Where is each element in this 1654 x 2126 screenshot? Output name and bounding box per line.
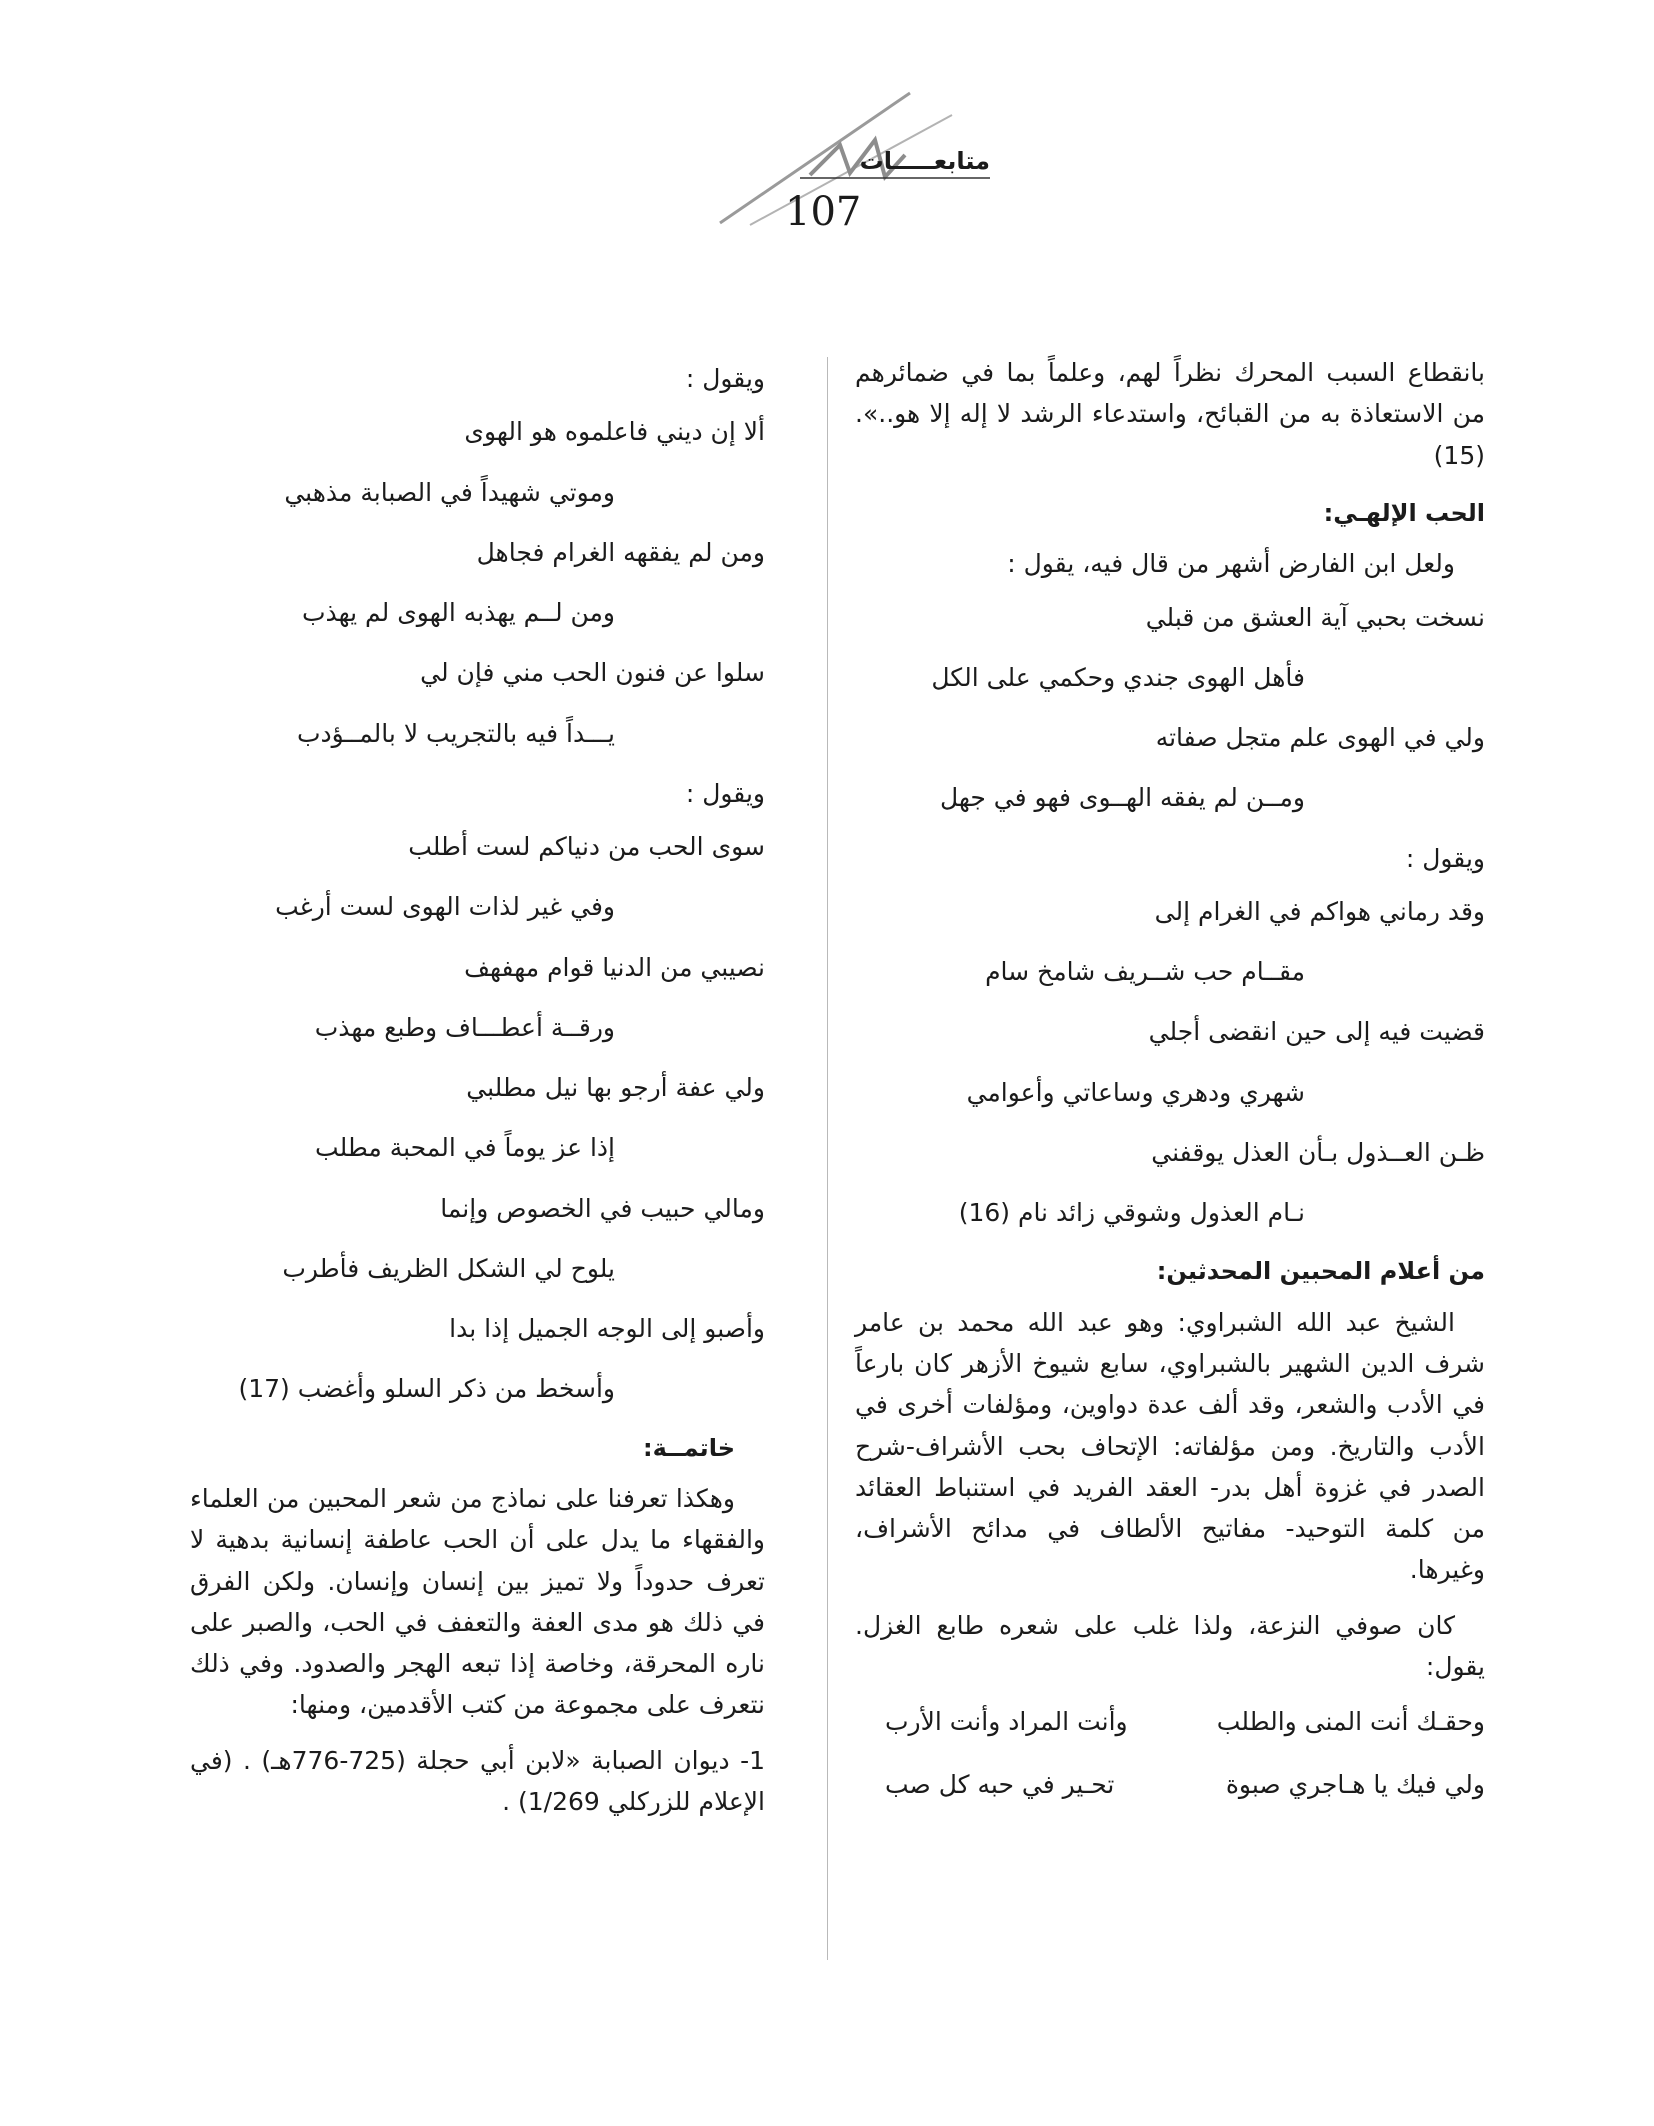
verse-line: نـام العذول وشوقي زائد نام (16) bbox=[958, 1198, 1305, 1228]
page-number: 107 bbox=[785, 189, 862, 235]
verse-line: ورقــة أعطـــاف وطبع مهذب bbox=[314, 1012, 615, 1042]
column-divider bbox=[827, 357, 828, 1960]
verse-line: ولي عفة أرجو بها نيل مطلبي bbox=[466, 1073, 765, 1102]
paragraph: بانقطاع السبب المحرك نظراً لهم، وعلماً بما في ضمائرهم من الاستعاذة به من القبائح، واستدعاء الرشد لا إله إلا هو..». (15) bbox=[855, 358, 1485, 470]
paragraph: ويقول : bbox=[685, 778, 765, 808]
verse-line: سوى الحب من دنياكم لست أطلب bbox=[408, 832, 765, 861]
hemistich-first: وحقـك أنت المنى والطلب bbox=[1216, 1707, 1485, 1737]
hemistich-second: تحـير في حبه كل صب bbox=[885, 1770, 1115, 1800]
verse-line: يلوح لي الشكل الظريف فأطرب bbox=[282, 1253, 615, 1283]
verse-line: ومــن لم يفقه الهــوى فهو في جهل bbox=[939, 783, 1305, 813]
section-title: متابعـــــات bbox=[859, 147, 990, 175]
hemistich-first: ولي فيك يا هـاجري صبوة bbox=[1225, 1770, 1485, 1800]
verse-line: سلوا عن فنون الحب مني فإن لي bbox=[420, 658, 765, 688]
verse-line: ألا إن ديني فاعلموه هو الهوى bbox=[464, 417, 765, 447]
paragraph: 1- ديوان الصبابة «لابن أبي حجلة (725-776هـ) . (في الإعلام للزركلي 1/269) . bbox=[190, 1745, 765, 1816]
verse-line: نسخت بحبي آية العشق من قبلي bbox=[1145, 602, 1485, 632]
right-column bbox=[855, 352, 1485, 1828]
verse-line: ومالي حبيب في الخصوص وإنما bbox=[440, 1193, 765, 1223]
paragraph: ويقول : bbox=[1405, 843, 1485, 873]
verse-line: وأصبو إلى الوجه الجميل إذا بدا bbox=[449, 1314, 765, 1343]
section-heading: الحب الإلهـي: bbox=[1323, 498, 1485, 527]
verse-line: فأهل الهوى جندي وحكمي على الكل bbox=[931, 662, 1305, 692]
verse-line: ومن لــم يهذبه الهوى لم يهذب bbox=[301, 598, 615, 627]
paragraph: ويقول : bbox=[685, 364, 765, 393]
paragraph: وهكذا تعرفنا على نماذج من شعر المحبين من العلماء والفقهاء ما يدل على أن الحب عاطفة إنسانية بدهية لا تعرف حدوداً ولا تميز بين إنسان وإنسان. ولكن الفرق في ذلك هو مدى العفة والتعفف في الحب، والصبر على ناره المحرقة، وخاصة إذا تبعه الهجر والصدود. وفي ذلك نتعرف على مجموعة من كتب الأقدمين، ومنها: bbox=[190, 1484, 765, 1720]
verse-line: ولي في الهوى علم متجل صفاته bbox=[1155, 723, 1485, 753]
couplet bbox=[855, 1764, 1485, 1805]
paragraph: الشيخ عبد الله الشبراوي: وهو عبد الله محمد بن عامر شرف الدين الشهير بالشبراوي، سابع شيوخ الأزهر كان بارعاً في الأدب والشعر، وقد ألف عدة دواوين، ومؤلفات أخرى في الأدب والتاريخ. ومن مؤلفاته: الإتحاف بحب الأشراف-شرح الصدر في غزوة أهل بدر- العقد الفريد في استنباط العقائد من كلمة التوحيد- مفاتيح الألطاف في مدائح الأشراف، وغيرها. bbox=[855, 1307, 1485, 1585]
verse-line: وموتي شهيداً في الصبابة مذهبي bbox=[284, 477, 615, 507]
hemistich-second: وأنت المراد وأنت الأرب bbox=[885, 1707, 1128, 1737]
section-heading: من أعلام المحبين المحدثين: bbox=[1156, 1257, 1485, 1286]
section-heading: خاتمــة: bbox=[643, 1433, 735, 1462]
verse-line: وأسخط من ذكر السلو وأغضب (17) bbox=[238, 1374, 615, 1404]
paragraph: كان صوفي النزعة، ولذا غلب على شعره طابع الغزل. يقول: bbox=[855, 1610, 1485, 1681]
page-header bbox=[690, 85, 990, 235]
verse-line: وفي غير لذات الهوى لست أرغب bbox=[275, 892, 615, 922]
verse-line: مقــام حب شــريف شامخ سام bbox=[985, 957, 1305, 987]
verse-line: إذا عز يوماً في المحبة مطلب bbox=[315, 1133, 615, 1163]
verse-line: يـــداً فيه بالتجريب لا بالمــؤدب bbox=[297, 718, 615, 748]
verse-line: نصيبي من الدنيا قوام مهفهف bbox=[464, 952, 765, 982]
verse-line: وقد رماني هواكم في الغرام إلى bbox=[1154, 896, 1485, 926]
couplet bbox=[855, 1701, 1485, 1742]
verse-line: ومن لم يفقهه الغرام فجاهل bbox=[476, 537, 765, 567]
paragraph: ولعل ابن الفارض أشهر من قال فيه، يقول : bbox=[1007, 549, 1455, 579]
verse-line: ظـن العــذول بـأن العذل يوقفني bbox=[1151, 1137, 1485, 1167]
left-column bbox=[190, 352, 765, 1836]
verse-line: شهري ودهري وساعاتي وأعوامي bbox=[966, 1077, 1305, 1107]
verse-line: قضيت فيه إلى حين انقضى أجلي bbox=[1148, 1017, 1485, 1047]
